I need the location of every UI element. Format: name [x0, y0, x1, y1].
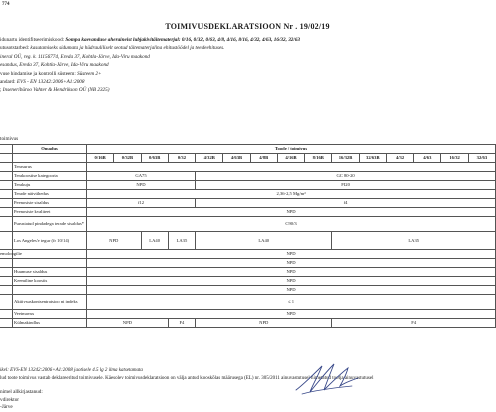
table-row	[0, 310, 496, 319]
header-omadus: Omadus	[13, 145, 87, 154]
handwritten-signature	[292, 360, 362, 398]
property-name: Veeimavus	[13, 310, 87, 319]
page-title: TOIMIVUSDEKLARATSIOON Nr . 19/02/19	[165, 22, 330, 31]
table-columns-row	[0, 154, 496, 163]
performance-value: NPD	[87, 259, 496, 268]
row-group-cell	[0, 268, 13, 277]
columns-group-cell	[0, 154, 13, 163]
table-row	[0, 286, 496, 295]
declaration-info	[0, 36, 495, 95]
table-row	[0, 268, 496, 277]
notified-body-label: ;	[0, 87, 3, 94]
intended-use-value: kasutamiseks sidumata ja hüdrauliliselt seotud täitematerjalina ehitustöödel ja teedeehituses.	[30, 45, 225, 52]
table-body	[0, 154, 496, 328]
table-row	[0, 172, 496, 181]
row-group-cell	[0, 181, 13, 190]
row-group-cell	[0, 172, 13, 181]
column-header: 0/63B	[141, 154, 168, 163]
manufacturer-value: ineral OÜ, reg. k. 11156774, Ereda 37, Kohtla-Järve, Ida-Viru maakond	[0, 53, 150, 60]
signatory-block	[0, 389, 43, 412]
table-row	[0, 163, 496, 172]
row-group-cell	[0, 286, 13, 295]
row-group-cell	[0, 277, 13, 286]
column-header: 0/16B	[87, 154, 114, 163]
representative-value: esandus, Ereda 37, Kohtla-Järve, Ida-Viru maakond	[0, 62, 109, 69]
row-group-cell	[0, 310, 13, 319]
performance-value: ≤ 1	[87, 295, 496, 310]
table-row	[0, 217, 496, 232]
performance-value: f4	[196, 199, 496, 208]
declaration-statement: lud toote toimivus vastab deklareeritud toimivusele. Käesolev toimivusdeklaratsioon on välja antud kooskõlas määrusega (EL) nr. 305/2011 ainuvastutusel nimetatud tootja ainuvastutusel	[0, 376, 374, 381]
standard-label: andard:	[0, 79, 17, 86]
columns-name-cell	[13, 154, 87, 163]
performance-value: NPD	[87, 208, 496, 217]
performance-value: NPD	[87, 277, 496, 286]
footnote: ikel: EVS-EN 13242:2006+A1:2008 jaotisele 4.5 lg 2 ilma katsetamata	[0, 368, 143, 373]
table-row	[0, 199, 496, 208]
table-row	[0, 319, 496, 328]
property-name: Terakoostise kategooria	[13, 172, 87, 181]
performance-value: f12	[87, 199, 196, 208]
performance-value: NPD	[87, 286, 496, 295]
property-name: Terasurus	[13, 163, 87, 172]
signed-on-behalf: nimel allkirjastanud:	[0, 389, 43, 395]
performance-value: GA75	[87, 172, 196, 181]
column-header: 0/32	[168, 154, 195, 163]
row-group-cell	[0, 295, 13, 310]
table-row	[0, 259, 496, 268]
performance-value	[87, 163, 496, 172]
column-header: 32/63B	[359, 154, 386, 163]
property-name: Aktiivsuskontsentratsioo ni indeks	[13, 295, 87, 310]
table-row	[0, 277, 496, 286]
intended-use-label: utusotstarbed:	[0, 45, 31, 52]
property-name: Peenosiste kvaliteet	[13, 208, 87, 217]
column-header: 4/8B	[250, 154, 277, 163]
section-label: toimivus	[0, 136, 19, 142]
avcp-system-line	[0, 70, 495, 78]
row-group-cell	[0, 319, 13, 328]
row-group-cell	[0, 199, 13, 208]
table-row	[0, 190, 496, 199]
column-header: 0/32B	[114, 154, 141, 163]
column-header: 32/63	[468, 154, 495, 163]
performance-value: LA35	[168, 232, 195, 250]
standard-line	[0, 78, 495, 86]
avcp-system-label: vuse hindamise ja kontrolli süsteem:	[0, 70, 78, 77]
column-header: 4/32B	[196, 154, 223, 163]
table-row	[0, 208, 496, 217]
row-group-cell	[0, 208, 13, 217]
property-name: Peenosiste sisaldus	[13, 199, 87, 208]
column-header: 8/16B	[305, 154, 332, 163]
column-header: 16/32B	[332, 154, 359, 163]
signatory-title: vdirektor	[0, 396, 20, 403]
performance-value: FI20	[196, 181, 496, 190]
column-header: 4/63	[414, 154, 441, 163]
performance-value: F4	[332, 319, 496, 328]
performance-table	[0, 144, 496, 328]
column-header: 16/32	[441, 154, 468, 163]
header-group-cell	[0, 145, 13, 154]
performance-value: C90/3	[87, 217, 496, 232]
avcp-system-value: Süsteem 2+	[77, 70, 102, 77]
table-row	[0, 250, 496, 259]
performance-value: NPD	[87, 232, 142, 250]
column-header: 4/16B	[277, 154, 304, 163]
document-number: 774	[2, 2, 10, 7]
property-name	[13, 250, 87, 259]
table-header-row	[0, 145, 496, 154]
representative-line	[0, 61, 495, 69]
row-group-cell	[0, 232, 13, 250]
performance-value: NPD	[87, 250, 496, 259]
table-row	[0, 295, 496, 310]
property-name	[13, 259, 87, 268]
property-name: Terakuju	[13, 181, 87, 190]
performance-value: LA40	[141, 232, 168, 250]
performance-value: NPD	[87, 310, 496, 319]
row-group-cell	[0, 259, 13, 268]
column-header: 4/63B	[223, 154, 250, 163]
row-group-cell: emoloogilie	[0, 250, 13, 259]
performance-value: NPD	[196, 319, 332, 328]
property-name: Keemiline koostis	[13, 277, 87, 286]
header-tooted: Toode / toimivus	[87, 145, 496, 154]
property-name: Terade näivtihedus	[13, 190, 87, 199]
property-name	[13, 286, 87, 295]
table-row	[0, 232, 496, 250]
row-group-cell	[0, 190, 13, 199]
product-code-value: Sompa kaevanduse aheraineist lubjakivitäitematerjal: 0/16, 0/32, 0/63, 4/8, 4/16, 8/16, 4/32, 4/63, 16/32, 32/63	[65, 37, 301, 43]
column-header: 4/32	[386, 154, 413, 163]
manufacturer-line	[0, 53, 495, 61]
performance-value: GC 80-20	[196, 172, 496, 181]
row-group-cell	[0, 163, 13, 172]
performance-value: LA40	[196, 232, 332, 250]
intended-use-line	[0, 44, 495, 52]
property-name: Külmakindlus	[13, 319, 87, 328]
performance-value: F4	[168, 319, 195, 328]
performance-value: LA35	[332, 232, 496, 250]
table-row	[0, 181, 496, 190]
product-code-line	[0, 36, 495, 44]
performance-value: NPD	[87, 268, 496, 277]
performance-value: NPD	[87, 181, 196, 190]
property-name: Purustatud pindadega terade sisaldus*	[13, 217, 87, 232]
product-code-label: idunartu identifitseerimiskood:	[0, 37, 66, 43]
performance-value: NPD	[87, 319, 169, 328]
notified-body-line	[0, 86, 495, 94]
signatory-place: -Järve	[0, 404, 13, 411]
row-group-cell	[0, 217, 13, 232]
standard-value: EVS - EN 13242:2006+A1:2008	[16, 79, 85, 86]
notified-body-value: Inseneribüroo Vahter & Hendrikson OÜ (NB 2325)	[2, 87, 110, 94]
property-name: Huumuse sisaldus	[13, 268, 87, 277]
performance-value: 2,36-2,5 Mg/m³	[87, 190, 496, 199]
property-name: Los Angeles'e tegur (fr 10/14)	[13, 232, 87, 250]
